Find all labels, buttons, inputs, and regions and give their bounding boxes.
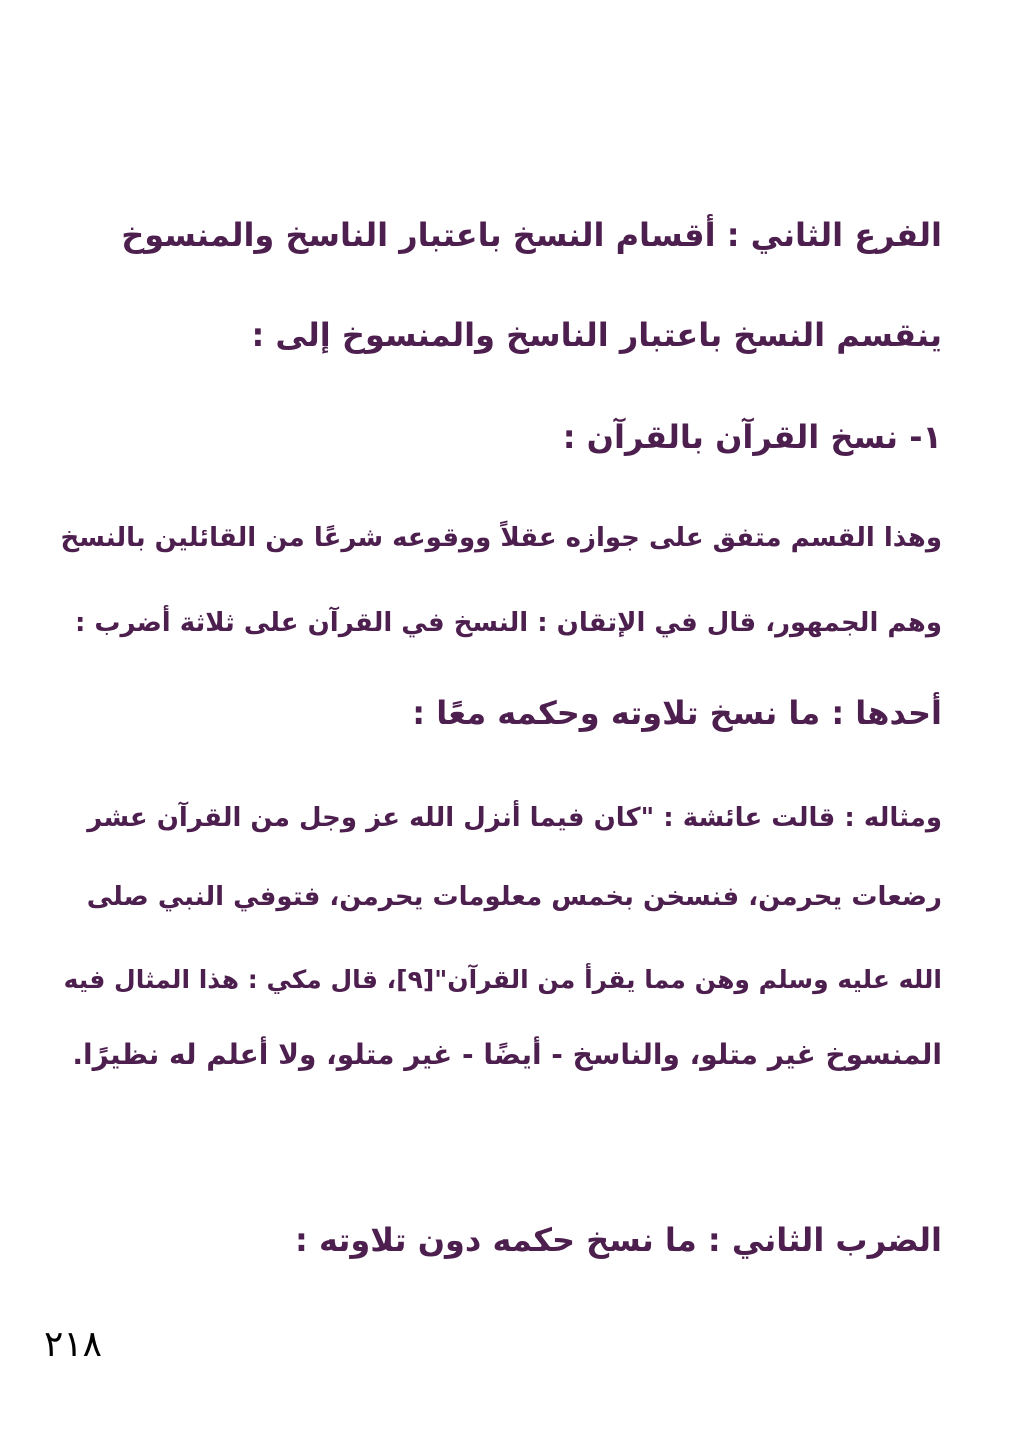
paragraph-line: ومثاله : قالت عائشة : "كان فيما أنزل الله عز وجل من القرآن عشر [87, 803, 942, 833]
paragraph-line: رضعات يحرمن، فنسخن بخمس معلومات يحرمن، فتوفي النبي صلى [86, 882, 942, 912]
paragraph-line: ١- نسخ القرآن بالقرآن : [562, 418, 942, 456]
section-heading: الفرع الثاني : أقسام النسخ باعتبار الناسخ والمنسوخ [121, 216, 942, 254]
paragraph-line: أحدها : ما نسخ تلاوته وحكمه معًا : [412, 694, 942, 732]
paragraph-line: ينقسم النسخ باعتبار الناسخ والمنسوخ إلى : [251, 316, 942, 354]
page-number: ٢١٨ [44, 1324, 103, 1365]
paragraph-line: وهذا القسم متفق على جوازه عقلاً ووقوعه شرعًا من القائلين بالنسخ [60, 523, 942, 553]
paragraph-line: وهم الجمهور، قال في الإتقان : النسخ في القرآن على ثلاثة أضرب : [74, 608, 942, 638]
paragraph-line: الضرب الثاني : ما نسخ حكمه دون تلاوته : [295, 1221, 942, 1259]
paragraph-line: المنسوخ غير متلو، والناسخ - أيضًا - غير متلو، ولا أعلم له نظيرًا. [72, 1038, 942, 1071]
paragraph-line: الله عليه وسلم وهن مما يقرأ من القرآن"[٩]، قال مكي : هذا المثال فيه [63, 965, 942, 994]
